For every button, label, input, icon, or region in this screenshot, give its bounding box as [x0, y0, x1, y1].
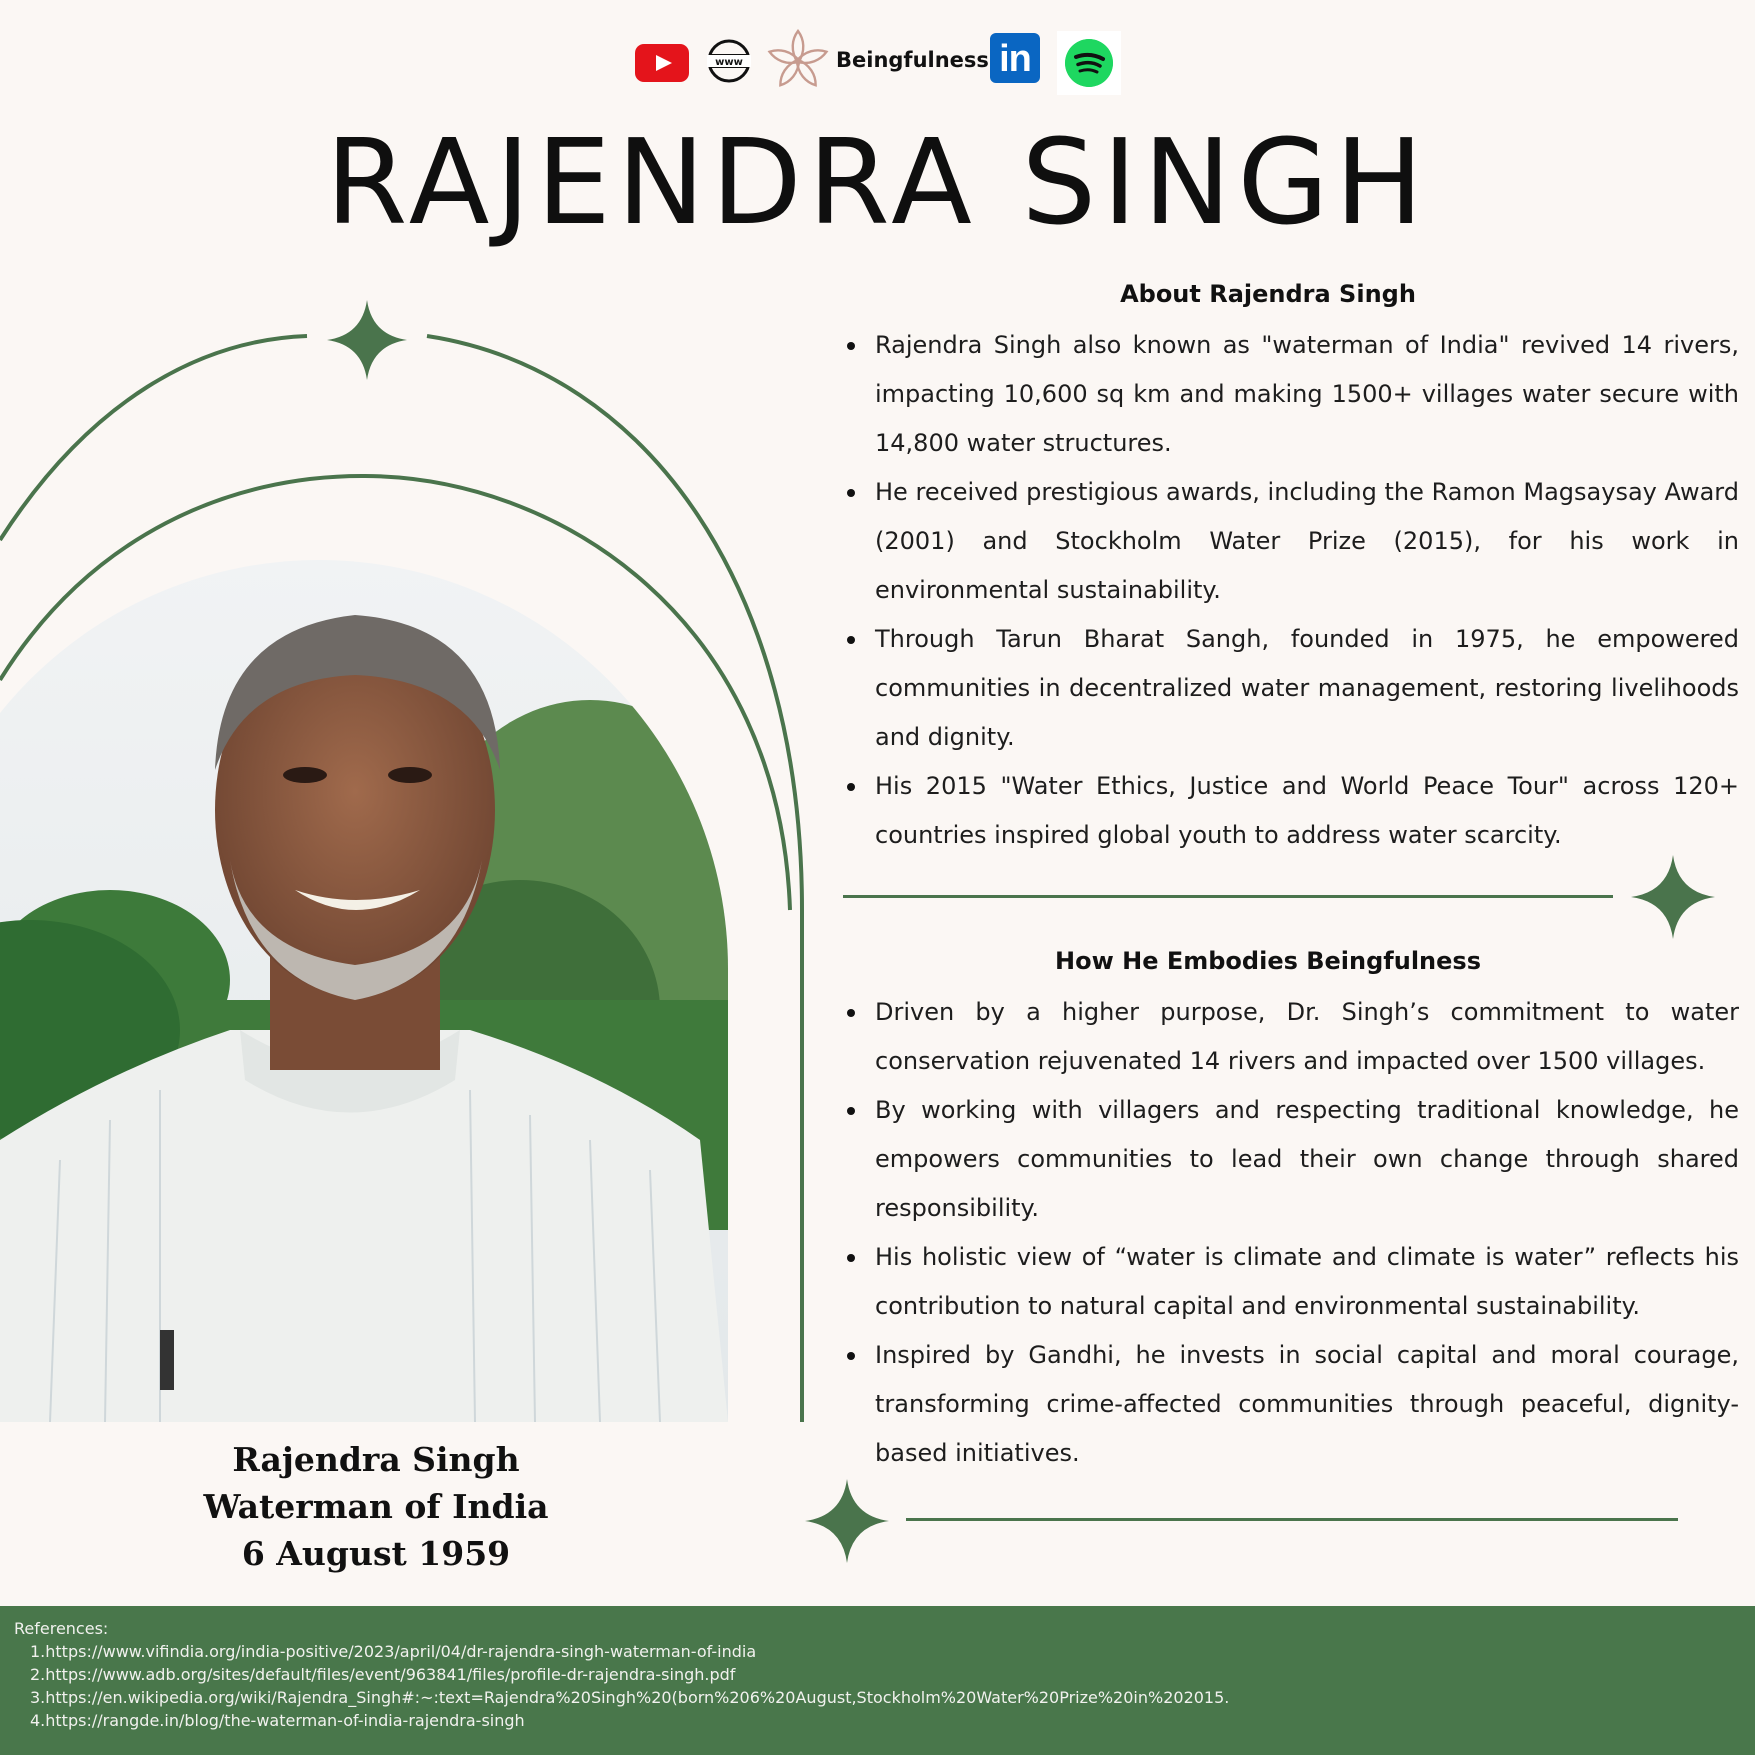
about-item: He received prestigious awards, including the Ramon Magsaysay Award (2001) and Stockholm Water Prize (2015), for his work in environmental sustainability. — [875, 468, 1739, 615]
reference-link[interactable]: 3.https://en.wikipedia.org/wiki/Rajendra_Singh#:~:text=Rajendra%20Singh%20(born%206%20August,Stockholm%20Water%20Prize%20in%202015. — [30, 1688, 1230, 1707]
beingfulness-item: Driven by a higher purpose, Dr. Singh’s commitment to water conservation rejuvenated 14 rivers and impacted over 1500 villages. — [875, 988, 1739, 1086]
about-item: His 2015 "Water Ethics, Justice and World Peace Tour" across 120+ countries inspired global youth to address water scarcity. — [875, 762, 1739, 860]
sparkle-star-icon — [322, 295, 412, 385]
beingfulness-list — [843, 988, 1739, 1478]
caption-birth-date: 6 August 1959 — [241, 1534, 511, 1573]
beingfulness-item: By working with villagers and respecting traditional knowledge, he empowers communities to lead their own change through shared responsibility. — [875, 1086, 1739, 1233]
about-item: Through Tarun Bharat Sangh, founded in 1975, he empowered communities in decentralized water management, restoring livelihoods and dignity. — [875, 615, 1739, 762]
section-divider — [843, 895, 1613, 898]
website-icon[interactable] — [706, 38, 752, 84]
about-heading: About Rajendra Singh — [1120, 280, 1416, 308]
spotify-icon[interactable] — [1065, 39, 1113, 87]
beingfulness-logo[interactable] — [766, 28, 830, 94]
reference-link[interactable]: 4.https://rangde.in/blog/the-waterman-of-india-rajendra-singh — [30, 1711, 525, 1730]
references-list — [30, 1640, 1229, 1732]
about-list — [843, 321, 1739, 860]
svg-text:www: www — [715, 57, 743, 68]
page-title: RAJENDRA SINGH — [325, 113, 1430, 251]
sparkle-star-icon — [802, 1476, 892, 1566]
caption-tagline: Waterman of India — [203, 1487, 549, 1526]
caption-name: Rajendra Singh — [232, 1440, 520, 1479]
beingfulness-item: Inspired by Gandhi, he invests in social capital and moral courage, transforming crime-affected communities through peaceful, dignity-based initiatives. — [875, 1331, 1739, 1478]
brand-name: Beingfulness — [836, 48, 989, 72]
linkedin-icon[interactable]: in — [990, 33, 1040, 83]
beingfulness-item: His holistic view of “water is climate and climate is water” reflects his contribution to natural capital and environmental sustainability. — [875, 1233, 1739, 1331]
reference-link[interactable]: 1.https://www.vifindia.org/india-positive/2023/april/04/dr-rajendra-singh-waterman-of-india — [30, 1642, 757, 1661]
about-item: Rajendra Singh also known as "waterman of India" revived 14 rivers, impacting 10,600 sq km and making 1500+ villages water secure with 14,800 water structures. — [875, 321, 1739, 468]
references-footer — [0, 1606, 1755, 1755]
youtube-icon[interactable] — [635, 44, 689, 82]
references-label: References: — [14, 1619, 109, 1638]
sparkle-star-icon — [1628, 852, 1718, 942]
section-divider — [906, 1518, 1678, 1521]
reference-link[interactable]: 2.https://www.adb.org/sites/default/files/event/963841/files/profile-dr-rajendra-singh.pdf — [30, 1665, 736, 1684]
portrait-caption — [136, 1436, 616, 1577]
beingfulness-heading: How He Embodies Beingfulness — [1055, 947, 1481, 975]
